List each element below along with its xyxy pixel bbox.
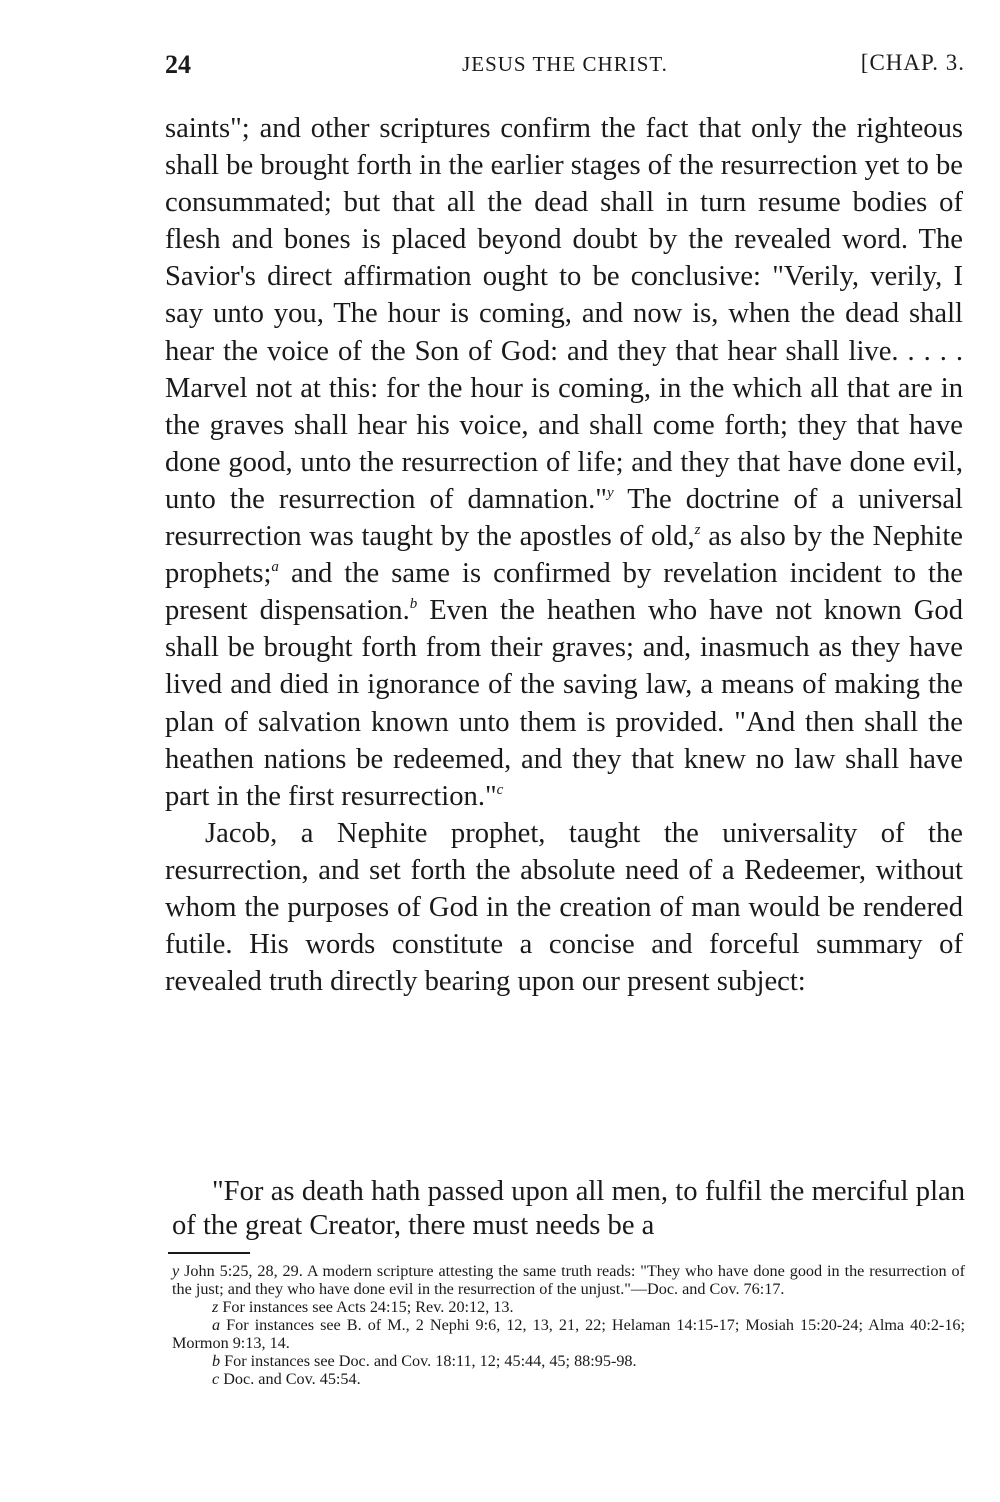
page-number: 24 [165, 50, 191, 79]
paragraph-1-segment-b: The doctrine of a universal resurrection was taught by the apostles of old, [165, 483, 964, 553]
footnote-c [172, 1370, 965, 1388]
block-quote: "For as death hath passed upon all men, to fulfil the merciful plan of the great Creator, there must needs be a [172, 1176, 965, 1241]
footnote-ref-a: a [271, 559, 279, 576]
footnote-a [172, 1316, 965, 1352]
footnote-z [172, 1298, 965, 1316]
footnote-text: For instances see B. of M., 2 Nephi 9:6, 12, 13, 21, 22; Helaman 14:15-17; Mosiah 15:20-24; Alma 40:2-16; Mormon 9:13, 14. [172, 1316, 965, 1352]
footnote-text: For instances see Acts 24:15; Rev. 20:12, 13. [218, 1298, 514, 1316]
footnote-mark: b [212, 1352, 221, 1370]
footnote-b [172, 1352, 965, 1370]
footnotes [172, 1262, 965, 1388]
footnote-mark: a [212, 1316, 221, 1334]
main-text [165, 110, 963, 1000]
chapter-label: [CHAP. 3. [860, 50, 965, 75]
paragraph-1-segment-d: and the same is confirmed by revelation incident to the present dispensation. [165, 558, 963, 627]
running-title: JESUS THE CHRIST. [462, 52, 668, 76]
page-header [165, 50, 965, 90]
footnote-text: John 5:25, 28, 29. A modern scripture attesting the same truth reads: "They who have done good in the resurrection of the just; and they who have done evil in the resurrection of the unjust."—Doc. and Cov. 76:17. [172, 1262, 965, 1298]
footnote-text: Doc. and Cov. 45:54. [219, 1370, 361, 1388]
footnote-mark: z [212, 1298, 219, 1316]
footnote-ref-y: y [606, 484, 614, 501]
paragraph-1-segment-a: saints"; and other scriptures confirm the fact that only the righteous shall be brought forth in the earlier stages of the resurrection yet to be consummated; but that all the dead shall in turn resume bodies of flesh and bones is placed beyond doubt by the revealed word. The Savior's direct affirmation ought to be conclusive: "Verily, verily, I say unto you, The hour is coming, and now is, when the dead shall hear the voice of the Son of God: and they that hear shall live. . . . . Marvel not at this: for the hour is coming, in the which all that are in the graves shall hear his voice, and shall come forth; they that have done good, unto the resurrection of life; and they that have done evil, unto the resurrection of damnation." [165, 113, 963, 515]
footnote-ref-z: z [694, 522, 701, 539]
footnote-text: For instances see Doc. and Cov. 18:11, 12; 45:44, 45; 88:95-98. [220, 1352, 637, 1370]
footnote-y [172, 1262, 965, 1298]
footnote-ref-c: c [496, 781, 504, 798]
footnote-divider [168, 1252, 250, 1254]
paragraph-2: Jacob, a Nephite prophet, taught the universality of the resurrection, and set forth the absolute need of a Redeemer, without whom the purposes of God in the creation of man would be rendered futile. His words constitute a concise and forceful summary of revealed truth directly bearing upon our present subject: [165, 817, 963, 998]
paragraph-1-segment-e: Even the heathen who have not known God shall be brought forth from their graves; and, inasmuch as they have lived and died in ignorance of the saving law, a means of making the plan of salvation known unto them is provided. "And then shall the heathen nations be redeemed, and they that knew no law shall have part in the first resurrection." [165, 595, 963, 812]
footnote-mark: y [172, 1262, 180, 1280]
footnote-ref-b: b [409, 596, 418, 613]
paragraph-1-segment-c: as also by the Nephite prophets; [165, 521, 963, 590]
paragraph-1 [165, 110, 963, 815]
footnote-mark: c [212, 1370, 220, 1388]
